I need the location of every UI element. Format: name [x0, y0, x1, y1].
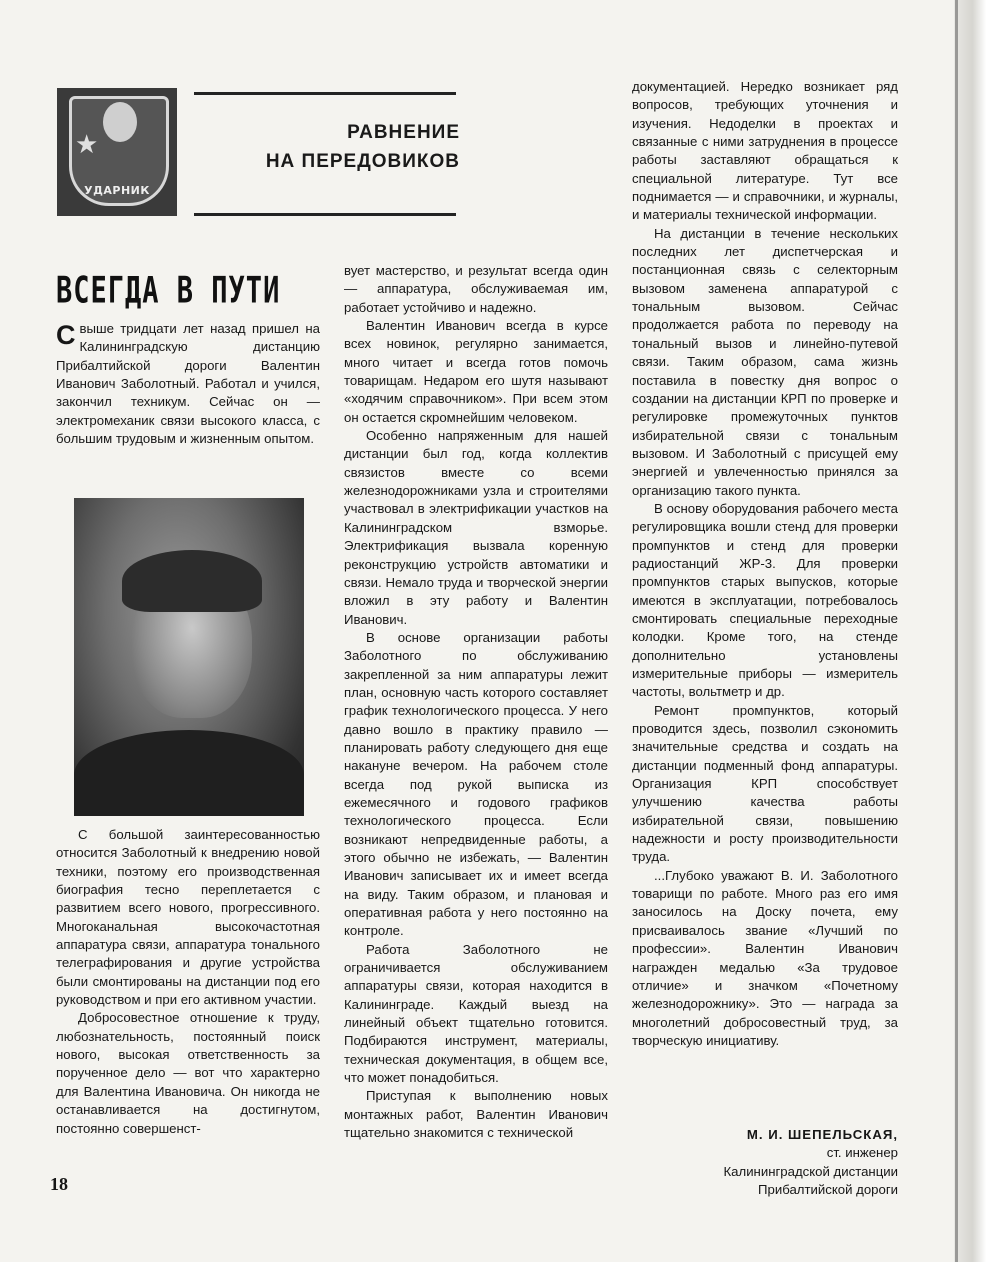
paragraph: В основе организации работы Заболотного по обслуживанию закрепленной за ним аппаратуры лежит план, основную часть которого составляет график технологического процесса. У него давно вошло в практику правило — планировать работу следующего дня еще накануне вечером. На рабочем столе всегда под рукой выписка из ежемесячного и годового графиков технологического процесса. Если возникают непредвиденные работы, а этого обычно не избежать, — Валентин Иванович записывает их и имеет всегда на виду. Таким образом, и плановая и оперативная работа у него постоянно на контроле.	[344, 629, 608, 939]
drop-cap: С	[56, 320, 76, 350]
page-fold-line	[955, 0, 958, 1262]
paragraph: Приступая к выполнению новых монтажных работ, Валентин Иванович тщательно знакомится с технической	[344, 1088, 608, 1141]
article-title: ВСЕГДА В ПУТИ	[56, 270, 281, 312]
page-number: 18	[50, 1174, 68, 1194]
heading-line-1: РАВНЕНИЕ	[347, 122, 460, 143]
paragraph: С большой заинтересованностью относится Заболотный к внедрению новой техники, поэтому его производственная биография тесно переплетается с развитием всего нового, прогрессивного. Многоканальная высокочастотная аппаратура связи, аппаратура тонального телеграфирования и другие устройства были смонтированы на дистанции под его руководством и при его активном участии.	[56, 827, 320, 1008]
portrait-photo	[74, 498, 304, 816]
badge-text: УДАРНИК	[84, 184, 150, 197]
udarnik-badge-image	[57, 88, 177, 216]
intro-text: выше тридцати лет назад пришел на Калининградскую дистанцию Прибалтийской дороги Валентин Иванович Заболотный. Работал и учился, закончил техникум. Сейчас он — электромеханик связи высокого класса, с большим трудовым и жизненным опытом.	[56, 321, 320, 447]
paragraph: Добросовестное отношение к труду, любознательность, постоянный поиск нового, высокая ответственность за порученное дело — вот что характерно для Валентина Ивановича. Он никогда не останавливается на достигнутом, постоянно совершенст-	[56, 1010, 320, 1136]
heading-line-2: НА ПЕРЕДОВИКОВ	[265, 151, 460, 172]
paragraph: Особенно напряженным для нашей дистанции был год, когда коллектив связистов вместе со всеми железнодорожниками узла и строителями участвовал в электрификации участков на Калининградском взморье. Электрификация вызвала коренную реконструкцию устройств автоматики и связи. Немало труда и творческой энергии вложил в эту работу и Валентин Иванович.	[344, 428, 608, 627]
author-name: М. И. ШЕПЕЛЬСКАЯ,	[746, 1127, 898, 1142]
column-1-intro	[56, 320, 320, 448]
section-heading	[200, 118, 460, 176]
author-position: ст. инженер	[826, 1145, 898, 1161]
heading-rule-bottom	[194, 213, 456, 216]
paragraph: В основу оборудования рабочего места регулировщика вошли стенд для проверки промпунктов и стенд для проверки радиостанций ЖР-3. Для проверки промпунктов старых выпусков, которые имеются в эксплуатации, потребовалось смонтировать специальные переходные колодки. Кроме того, на стенде дополнительно установлены измерительные приборы — измеритель частоты, вольтметр и др.	[632, 500, 898, 700]
paragraph: Валентин Иванович всегда в курсе всех новинок, регулярно занимается, много читает и всегда готов помочь товарищам. Недаром его шутя называют «ходячим справочником». При всем этом он остается скромнейшим человеком.	[344, 318, 608, 425]
signature-block	[630, 1126, 898, 1200]
photo-suit	[74, 730, 304, 816]
author-org-2: Прибалтийской дороги	[758, 1182, 898, 1198]
intro-paragraph	[56, 320, 320, 448]
photo-hair	[122, 550, 262, 612]
column-1-body	[56, 826, 320, 1138]
column-3	[632, 78, 898, 1050]
author-org-1: Калининградской дистанции	[723, 1163, 898, 1179]
paragraph: Работа Заболотного не ограничивается обслуживанием аппаратуры связи, которая находится в Калининграде. Каждый выезд на линейный объект тщательно готовится. Подбираются инструмент, материалы, техническая документация, в общем все, что может понадобиться.	[344, 941, 608, 1086]
page-edge	[954, 0, 1000, 1262]
paragraph: документацией. Нередко возникает ряд вопросов, требующих уточнения и изучения. Недоделки в проектах и связанные с ними затруднения в процессе работы заставляют обращаться к специальной литературе. Тут все поднимается — и справочники, и журналы, и материалы технической информации.	[632, 79, 898, 223]
paragraph: Ремонт промпунктов, который проводится здесь, позволил сэкономить значительные средства и создать на дистанции подменный фонд аппаратуры. Организация КРП способствует улучшению качества работы избирательной связи, повышению надежности и росту производительности труда.	[632, 702, 898, 865]
paragraph: На дистанции в течение нескольких последних лет диспетчерская и постанционная связь с селекторным вызовом заменена аппаратурой с тональным вызовом. Сейчас продолжается работа по переводу на тональный вызов и линейно-путевой связи. Таким образом, сама жизнь поставила в повестку дня вопрос о создании на дистанции КРП по проверке и регулировке промежуточных пунктов избирательной связи с тональным вызовом. И Заболотный с присущей ему энергией и увлеченностью принялся за организацию такого пункта.	[632, 225, 898, 498]
paragraph: ...Глубоко уважают В. И. Заболотного товарищи по работе. Много раз его имя заносилось на Доску почета, ему присваивалось звание «Лучший по профессии». Валентин Иванович награжден медалью «За трудовое отличие» и значком «Почетному железнодорожнику». Это — награда за многолетний добросовестный труд, за творческую инициативу.	[632, 867, 898, 1048]
paragraph: вует мастерство, и результат всегда один — аппаратура, обслуживаемая им, работает устойчиво и надежно.	[344, 263, 608, 315]
portrait-emblem-icon	[103, 102, 137, 142]
star-icon: ★	[75, 130, 99, 160]
column-2	[344, 262, 608, 1143]
heading-rule-top	[194, 92, 456, 95]
